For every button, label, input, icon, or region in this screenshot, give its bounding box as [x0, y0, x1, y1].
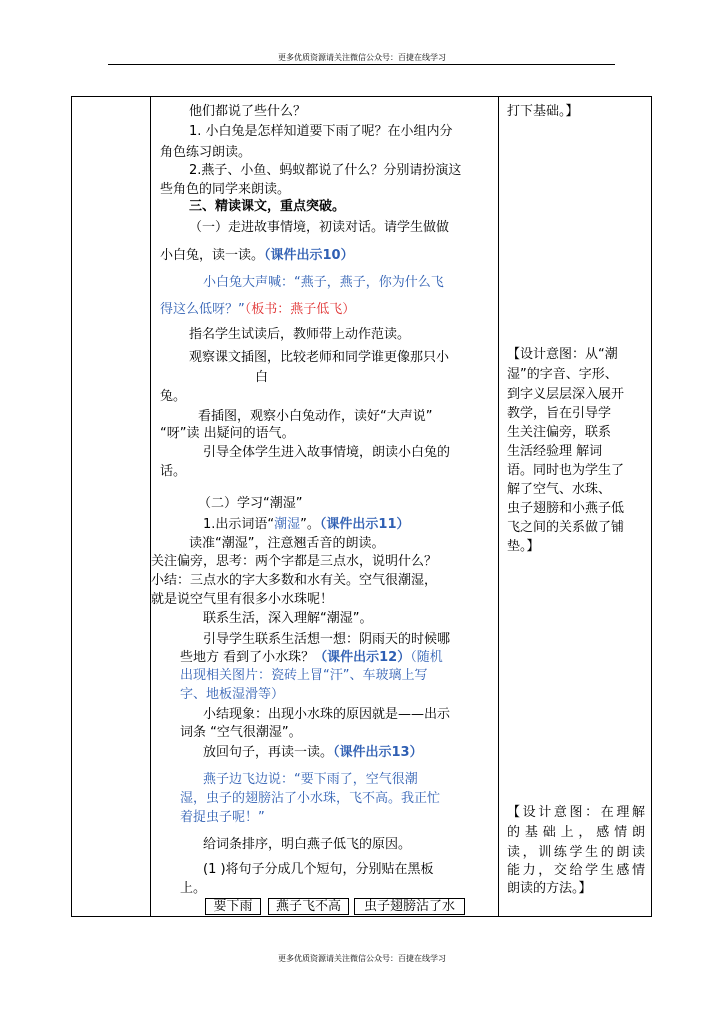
main-line: (1 )将句子分成几个短句，分别贴在黑板	[203, 862, 434, 877]
main-line: 字、地板湿滑等）	[180, 687, 285, 702]
word-card: 虫子翅膀沾了水	[354, 898, 465, 915]
main-line: 2.燕子、小鱼、蚂蚁都说了什么？分别请扮演这	[189, 163, 462, 178]
design-note-line: 解了空气、水珠、	[507, 482, 612, 497]
quote-line: 着捉虫子呢！”	[180, 810, 265, 825]
main-line: 1.出示词语“潮湿”。（课件出示11）	[203, 517, 410, 532]
column-divider-left	[150, 96, 151, 917]
main-line: 他们都说了些什么？	[189, 104, 307, 119]
main-line: （一）走进故事情境，初读对话。请学生做做	[189, 220, 450, 235]
design-note-line: 打下基础。】	[507, 104, 579, 119]
quote-line: 小白兔大声喊：“燕子，燕子，你为什么飞	[203, 275, 444, 290]
main-line: 些地方 看到了小水珠？（课件出示12）（随机	[180, 650, 443, 665]
design-note-line: 朗读的方法。】	[507, 881, 592, 896]
quote-line: 得这么低呀？”（板书：燕子低飞）	[160, 302, 356, 317]
design-note-line: 生关注偏旁，联系	[507, 425, 612, 440]
main-line: 词条 “空气很潮湿”。	[180, 725, 302, 740]
main-line: 兔。	[160, 389, 187, 404]
main-line: 引导学生联系生活想一想：阴雨天的时候哪	[203, 632, 451, 647]
design-note-line: 【设计意图：从“潮	[507, 347, 618, 362]
design-note-line: 能力，交给学生感情	[507, 863, 645, 878]
main-line: 些角色的同学来朗读。	[160, 182, 291, 197]
main-line: 指名学生试读后，教师带上动作范读。	[189, 327, 411, 342]
design-note-line: 语。同时也为学生了	[507, 463, 625, 478]
main-line: 引导全体学生进入故事情境，朗读小白兔的	[203, 445, 451, 460]
main-line: 角色练习朗读。	[160, 145, 252, 160]
word-card: 要下雨	[205, 898, 261, 915]
main-line: 关注偏旁，思考：两个字都是三点水，说明什么？	[151, 554, 438, 569]
main-line: 就是说空气里有很多小水珠呢！	[151, 592, 334, 607]
design-note-line: 到字义层层深入展开	[507, 387, 625, 402]
subsection-heading: （二）学习“潮湿”	[198, 496, 303, 511]
quote-line: 燕子边飞边说：“要下雨了，空气很潮	[203, 772, 418, 787]
courseware-tag: （课件出示11）	[319, 517, 410, 532]
courseware-tag: （课件出示10）	[264, 248, 354, 263]
quote-line: 湿，虫子的翅膀沾了小水珠，飞不高。我正忙	[180, 791, 441, 806]
word-card: 燕子飞不高	[268, 898, 349, 915]
courseware-tag: （课件出示12）	[314, 650, 411, 665]
design-note-line: 读，训练学生的朗读	[507, 845, 645, 860]
main-line: 联系生活，深入理解“潮湿”。	[203, 611, 373, 626]
design-note-line: 垫。】	[507, 539, 540, 554]
main-line: 小结现象：出现小水珠的原因就是——出示	[203, 707, 451, 722]
main-line: 1. 小白兔是怎样知道要下雨了呢？在小组内分	[189, 124, 453, 139]
design-note-line: 教学，旨在引导学	[507, 406, 612, 421]
main-line: 出现相关图片：瓷砖上冒“汗”、车玻璃上写	[180, 668, 428, 683]
design-note-line: 的基础上，感情朗	[507, 825, 645, 840]
courseware-tag: （课件出示13）	[333, 745, 423, 760]
design-note-line: 飞之间的关系做了铺	[507, 520, 625, 535]
main-line: 读准“潮湿”，注意翘舌音的朗读。	[189, 536, 385, 551]
main-line: 给词条排序，明白燕子低飞的原因。	[203, 837, 412, 852]
design-note-line: 虫子翅膀和小燕子低	[507, 501, 625, 516]
header-rule	[108, 64, 615, 65]
main-line: 上。	[180, 881, 207, 896]
main-line: 观察课文插图，比较老师和同学谁更像那只小	[189, 350, 450, 365]
design-note-line: 湿”的字音、字形、	[507, 367, 618, 382]
main-line: 白	[255, 370, 269, 385]
main-line: 放回句子，再读一读。（课件出示13）	[203, 745, 423, 760]
section-heading: 三、精读课文，重点突破。	[189, 199, 346, 214]
main-line: 小白兔，读一读。（课件出示10）	[160, 248, 354, 263]
design-note-line: 生活经验理 解词	[507, 444, 603, 459]
board-note: （板书：燕子低飞）	[244, 302, 356, 317]
page-footer: 更多优质资源请关注微信公众号：百捷在线学习	[278, 954, 446, 963]
design-note-line: 【设计意图：在理解	[507, 805, 645, 820]
page-header: 更多优质资源请关注微信公众号：百捷在线学习	[278, 53, 446, 62]
column-divider-right	[498, 96, 499, 917]
main-line: 话。	[160, 464, 187, 479]
main-line: “呀”读 出疑问的语气。	[160, 426, 295, 441]
main-line: 小结：三点水的字大多数和水有关。空气很潮湿，	[151, 573, 438, 588]
main-line: 看插图，观察小白兔动作，读好“大声说”	[198, 409, 433, 424]
